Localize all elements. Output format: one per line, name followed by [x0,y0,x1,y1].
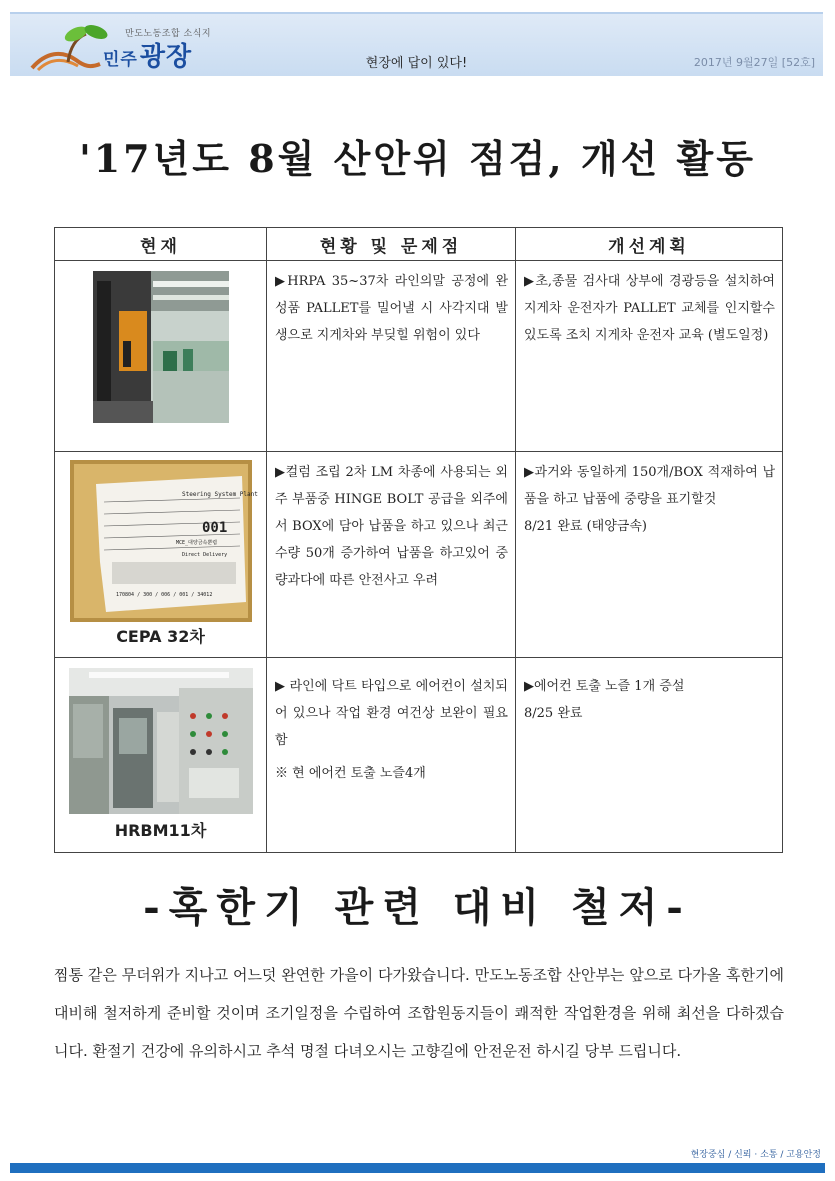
newsletter-header [10,12,823,76]
label-code-text: 001 [201,520,227,536]
plan-cell [516,452,783,658]
plan-cell [516,658,783,853]
table-header-row [55,228,783,261]
header-plan: 개선계획 [516,228,783,261]
inspection-table [54,227,783,853]
box-label-photo [72,462,258,620]
photo-cell [55,452,267,658]
footer-motto: 현장중심 / 신뢰 · 소통 / 고용안정 [690,1150,821,1160]
forklift-photo [93,271,229,423]
footer-bar [10,1163,825,1173]
photo-cell [55,658,267,853]
section-title-winter: -혹한기 관련 대비 철저- [143,884,692,931]
table-row [55,261,783,452]
problem-text: ▶ 라인에 닥트 타입으로 에어컨이 설치되어 있으나 작업 환경 여건상 보완이 필요함 [275,679,508,748]
logo-small-text: 민주 [103,50,138,70]
problem-note-text: ※ 현 에어컨 토출 노즐4개 [275,766,426,781]
body-paragraph: 찜통 같은 무더위가 지나고 어느덧 완연한 가을이 다가왔습니다. 만도노동조합 산안부는 앞으로 다가올 혹한기에 대비해 철저하게 준비할 것이며 조기일정을 수립하여 조합원동지들이 쾌적한 작업환경을 위해 최선을 다하겠습니다. 환절기 건강에 유의하시고 추석 명절 다녀오시는 고향길에 안전운전 하시길 당부 드립니다. [54,966,784,1060]
table-row [55,658,783,853]
header-current: 현재 [55,228,267,261]
plan-status-text: 8/25 완료 [524,706,583,721]
table-row [55,452,783,658]
header-problem: 현황 및 문제점 [267,228,516,261]
plan-status-text: 8/21 완료 (태양금속) [524,519,647,534]
label-delivery-text: Direct Delivery [181,552,227,558]
header-slogan: 현장에 답이 있다! [365,56,468,71]
plan-text: ▶에어컨 토출 노즐 1개 증설 [524,679,685,694]
plan-cell: ▶초,종물 검사대 상부에 경광등을 설치하여 지게차 운전자가 PALLET 교체를 인지할수 있도록 조치 지게차 운전자 교육 (별도일정) [516,261,783,452]
problem-cell [267,658,516,853]
label-tag-text: MCE_대양금속뿐렵 [175,540,217,546]
problem-cell: ▶HRPA 35~37차 라인의말 공정에 완성품 PALLET를 밀어낼 시 사각지대 발생으로 지게차와 부딪힐 위험이 있다 [267,261,516,452]
photo-caption: CEPA 32차 [116,627,205,646]
label-barcode-text: 170804 / 300 / 006 / 001 / 34012 [115,592,212,598]
section-title-inspection: '17년도 8월 산안위 점검, 개선 활동 [79,136,756,181]
photo-cell [55,261,267,452]
issue-date: 2017년 9월27일 [52호] [693,56,815,69]
production-line-photo [69,668,253,814]
logo-big-text: 광장 [139,42,193,72]
logo-subtitle: 만도노동조합 소식지 [125,29,212,39]
label-plant-text: Steering System Plant [181,491,258,498]
photo-caption: HRBM11차 [114,821,207,840]
problem-cell: ▶컬럼 조립 2차 LM 차종에 사용되는 외주 부품중 HINGE BOLT 공급을 외주에서 BOX에 담아 납품을 하고 있으나 최근 수량 50개 증가하여 납품을 하고있어 중량과다에 따른 안전사고 우려 [267,452,516,658]
plan-text: ▶과거와 동일하게 150개/BOX 적재하여 납품을 하고 납품에 중량을 표기할것 [524,465,775,507]
